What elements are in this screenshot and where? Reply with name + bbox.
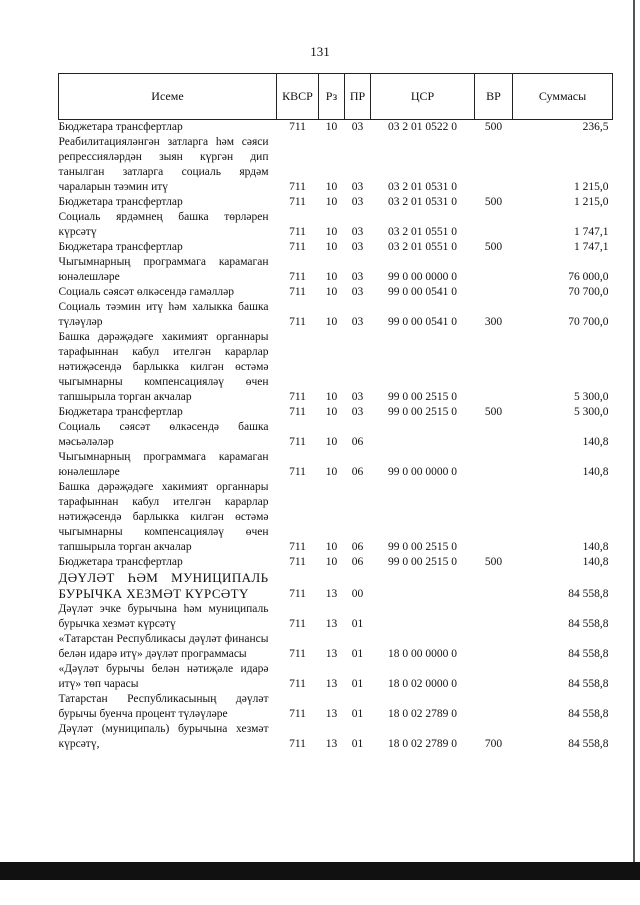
row-vr xyxy=(475,285,513,300)
page-edge-line xyxy=(633,0,635,862)
row-sum: 84 558,8 xyxy=(568,708,609,720)
row-vr: 500 xyxy=(484,121,503,133)
row-vr xyxy=(475,210,513,240)
table-row xyxy=(59,602,613,632)
row-rz: 10 xyxy=(325,436,338,448)
row-name: Бюджетара трансфертлар xyxy=(58,196,183,208)
row-csr: 99 0 00 2515 0 xyxy=(388,556,457,568)
row-kvsr: 711 xyxy=(289,541,306,553)
row-sum: 236,5 xyxy=(582,121,609,133)
row-csr: 99 0 00 0000 0 xyxy=(388,466,457,478)
row-rz: 13 xyxy=(325,738,338,750)
row-csr xyxy=(371,602,475,632)
row-sum: 84 558,8 xyxy=(568,618,609,630)
row-vr xyxy=(475,632,513,662)
row-rz: 10 xyxy=(325,121,338,133)
page-number: 131 xyxy=(310,44,330,59)
row-rz: 13 xyxy=(325,708,338,720)
row-pr: 00 xyxy=(351,588,364,600)
row-csr: 03 2 01 0522 0 xyxy=(388,121,457,133)
row-csr: 99 0 00 0541 0 xyxy=(388,316,457,328)
row-rz: 10 xyxy=(325,226,338,238)
row-pr: 03 xyxy=(351,271,364,283)
header-vr: ВР xyxy=(475,74,513,120)
row-rz: 10 xyxy=(325,391,338,403)
row-rz: 13 xyxy=(325,678,338,690)
row-name: Бюджетара трансфертлар xyxy=(58,406,183,418)
table-row xyxy=(59,330,613,405)
row-name: Башка дәрәҗәдәге хакимият органнары тарафыннан кабул ителгән карарлар нәтиҗәсендә барлыкка килгән өстәмә чыгымнарны компенсацияләү өчен тапшырыла торган акчалар xyxy=(58,481,269,553)
row-sum: 84 558,8 xyxy=(568,738,609,750)
row-vr xyxy=(475,330,513,405)
row-name: Татарстан Республикасының дәүләт бурычы буенча процент түләүләре xyxy=(58,693,269,720)
table-row xyxy=(59,632,613,662)
header-pr: ПР xyxy=(345,74,371,120)
row-kvsr: 711 xyxy=(289,406,306,418)
row-name: Социаль сәясәт өлкәсендә башка мәсьәләләр xyxy=(58,421,269,448)
row-rz: 10 xyxy=(325,241,338,253)
row-rz: 10 xyxy=(325,286,338,298)
row-kvsr: 711 xyxy=(289,391,306,403)
header-name: Исеме xyxy=(59,74,277,120)
row-vr: 300 xyxy=(484,316,503,328)
table-row xyxy=(59,240,613,255)
row-pr: 01 xyxy=(351,618,364,630)
row-vr xyxy=(475,135,513,195)
row-csr: 99 0 00 2515 0 xyxy=(388,391,457,403)
row-pr: 06 xyxy=(351,556,364,568)
row-kvsr: 711 xyxy=(289,708,306,720)
row-name: ДӘҮЛӘТ ҺӘМ МУНИЦИПАЛЬ БУРЫЧКА ХЕЗМӘТ КҮРСӘТҮ xyxy=(58,570,269,601)
table-row xyxy=(59,120,613,136)
row-name: Бюджетара трансфертлар xyxy=(58,556,183,568)
row-name: Социаль сәясәт өлкәсендә гамәлләр xyxy=(58,286,234,298)
row-rz: 13 xyxy=(325,618,338,630)
table-row xyxy=(59,255,613,285)
row-pr: 03 xyxy=(351,226,364,238)
row-name: Чыгымнарның программага карамаган юнәлешләре xyxy=(58,451,269,478)
row-csr: 18 0 02 2789 0 xyxy=(388,738,457,750)
table-row xyxy=(59,722,613,752)
row-sum: 84 558,8 xyxy=(568,648,609,660)
row-kvsr: 711 xyxy=(289,436,306,448)
row-sum: 1 747,1 xyxy=(574,226,609,238)
row-name: Социаль ярдәмнең башка төрләрен күрсәтү xyxy=(58,211,269,238)
row-pr: 03 xyxy=(351,391,364,403)
table-row xyxy=(59,300,613,330)
row-csr: 03 2 01 0551 0 xyxy=(388,226,457,238)
row-sum: 70 700,0 xyxy=(568,286,609,298)
row-pr: 01 xyxy=(351,708,364,720)
row-name: «Дәүләт бурычы белән нәтиҗәле идарә итү» төп чарасы xyxy=(58,663,269,690)
row-kvsr: 711 xyxy=(289,181,306,193)
row-pr: 03 xyxy=(351,286,364,298)
row-pr: 06 xyxy=(351,541,364,553)
row-kvsr: 711 xyxy=(289,466,306,478)
row-csr: 99 0 00 2515 0 xyxy=(388,406,457,418)
table-row xyxy=(59,555,613,570)
row-csr xyxy=(371,570,475,602)
row-csr: 03 2 01 0531 0 xyxy=(388,181,457,193)
row-name: Башка дәрәҗәдәге хакимият органнары тарафыннан кабул ителгән карарлар нәтиҗәсендә барлыкка килгән өстәмә чыгымнарны компенсацияләү өчен тапшырыла торган акчалар xyxy=(58,331,269,403)
row-vr: 500 xyxy=(484,196,503,208)
row-vr: 500 xyxy=(484,556,503,568)
row-sum: 140,8 xyxy=(582,436,609,448)
row-csr: 18 0 02 2789 0 xyxy=(388,708,457,720)
header-csr: ЦСР xyxy=(371,74,475,120)
row-sum: 70 700,0 xyxy=(568,316,609,328)
row-sum: 5 300,0 xyxy=(574,391,609,403)
row-rz: 10 xyxy=(325,271,338,283)
row-kvsr: 711 xyxy=(289,226,306,238)
row-pr: 03 xyxy=(351,406,364,418)
table-row xyxy=(59,450,613,480)
budget-table xyxy=(58,73,613,752)
row-csr xyxy=(371,420,475,450)
row-csr: 99 0 00 0541 0 xyxy=(388,286,457,298)
row-sum: 140,8 xyxy=(582,466,609,478)
row-csr: 99 0 00 2515 0 xyxy=(388,541,457,553)
row-vr xyxy=(475,480,513,555)
row-kvsr: 711 xyxy=(289,678,306,690)
row-pr: 01 xyxy=(351,738,364,750)
table-header-row xyxy=(59,74,613,120)
row-name: «Татарстан Республикасы дәүләт финансы белән идарә итү» дәүләт программасы xyxy=(58,633,269,660)
row-name: Дәүләт (муниципаль) бурычына хезмәт күрсәтү, xyxy=(58,723,269,750)
row-vr: 500 xyxy=(484,241,503,253)
row-sum: 84 558,8 xyxy=(568,678,609,690)
row-pr: 06 xyxy=(351,466,364,478)
row-csr: 18 0 00 0000 0 xyxy=(388,648,457,660)
row-pr: 03 xyxy=(351,241,364,253)
row-kvsr: 711 xyxy=(289,618,306,630)
table-row xyxy=(59,420,613,450)
row-name: Бюджетара трансфертлар xyxy=(58,241,183,253)
row-csr: 18 0 02 0000 0 xyxy=(388,678,457,690)
row-rz: 10 xyxy=(325,406,338,418)
row-csr: 03 2 01 0531 0 xyxy=(388,196,457,208)
row-kvsr: 711 xyxy=(289,271,306,283)
row-pr: 03 xyxy=(351,196,364,208)
table-row xyxy=(59,570,613,602)
row-kvsr: 711 xyxy=(289,556,306,568)
row-rz: 10 xyxy=(325,556,338,568)
row-pr: 01 xyxy=(351,648,364,660)
row-kvsr: 711 xyxy=(289,241,306,253)
row-name: Дәүләт эчке бурычына һәм муниципаль бурычка хезмәт күрсәтү xyxy=(58,603,269,630)
table-row xyxy=(59,285,613,300)
table-row xyxy=(59,135,613,195)
row-name: Чыгымнарның программага карамаган юнәлешләре xyxy=(58,256,269,283)
row-rz: 13 xyxy=(325,648,338,660)
row-kvsr: 711 xyxy=(289,196,306,208)
table-row xyxy=(59,692,613,722)
row-vr: 500 xyxy=(484,406,503,418)
row-pr: 06 xyxy=(351,436,364,448)
row-vr xyxy=(475,662,513,692)
header-sum: Суммасы xyxy=(513,74,613,120)
scan-bottom-border xyxy=(0,862,640,880)
header-rz: Рз xyxy=(319,74,345,120)
row-rz: 10 xyxy=(325,466,338,478)
row-kvsr: 711 xyxy=(289,648,306,660)
row-name: Реабилитацияләнгән затларга һәм сәяси репрессияләрдән зыян күргән дип танылган затларга социаль ярдәм чараларын тәэмин итү xyxy=(58,136,269,193)
row-kvsr: 711 xyxy=(289,588,306,600)
row-vr xyxy=(475,450,513,480)
row-name: Бюджетара трансфертлар xyxy=(58,121,183,133)
row-sum: 140,8 xyxy=(582,556,609,568)
row-csr: 99 0 00 0000 0 xyxy=(388,271,457,283)
row-rz: 10 xyxy=(325,541,338,553)
row-kvsr: 711 xyxy=(289,316,306,328)
row-vr xyxy=(475,570,513,602)
table-row xyxy=(59,210,613,240)
row-rz: 13 xyxy=(325,588,338,600)
table-row xyxy=(59,480,613,555)
row-sum: 1 747,1 xyxy=(574,241,609,253)
table-row xyxy=(59,662,613,692)
row-sum: 84 558,8 xyxy=(568,588,609,600)
row-vr xyxy=(475,602,513,632)
row-sum: 1 215,0 xyxy=(574,181,609,193)
row-pr: 03 xyxy=(351,121,364,133)
row-vr xyxy=(475,692,513,722)
row-pr: 01 xyxy=(351,678,364,690)
row-pr: 03 xyxy=(351,316,364,328)
row-kvsr: 711 xyxy=(289,121,306,133)
row-pr: 03 xyxy=(351,181,364,193)
table-row xyxy=(59,195,613,210)
row-csr: 03 2 01 0551 0 xyxy=(388,241,457,253)
row-name: Социаль тәэмин итү һәм халыкка башка түләүләр xyxy=(58,301,269,328)
table-row xyxy=(59,405,613,420)
row-vr xyxy=(475,255,513,285)
row-sum: 5 300,0 xyxy=(574,406,609,418)
header-kvsr: КВСР xyxy=(277,74,319,120)
row-rz: 10 xyxy=(325,196,338,208)
row-sum: 140,8 xyxy=(582,541,609,553)
row-kvsr: 711 xyxy=(289,738,306,750)
row-vr: 700 xyxy=(484,738,503,750)
row-kvsr: 711 xyxy=(289,286,306,298)
row-vr xyxy=(475,420,513,450)
row-sum: 1 215,0 xyxy=(574,196,609,208)
row-rz: 10 xyxy=(325,316,338,328)
row-rz: 10 xyxy=(325,181,338,193)
row-sum: 76 000,0 xyxy=(568,271,609,283)
